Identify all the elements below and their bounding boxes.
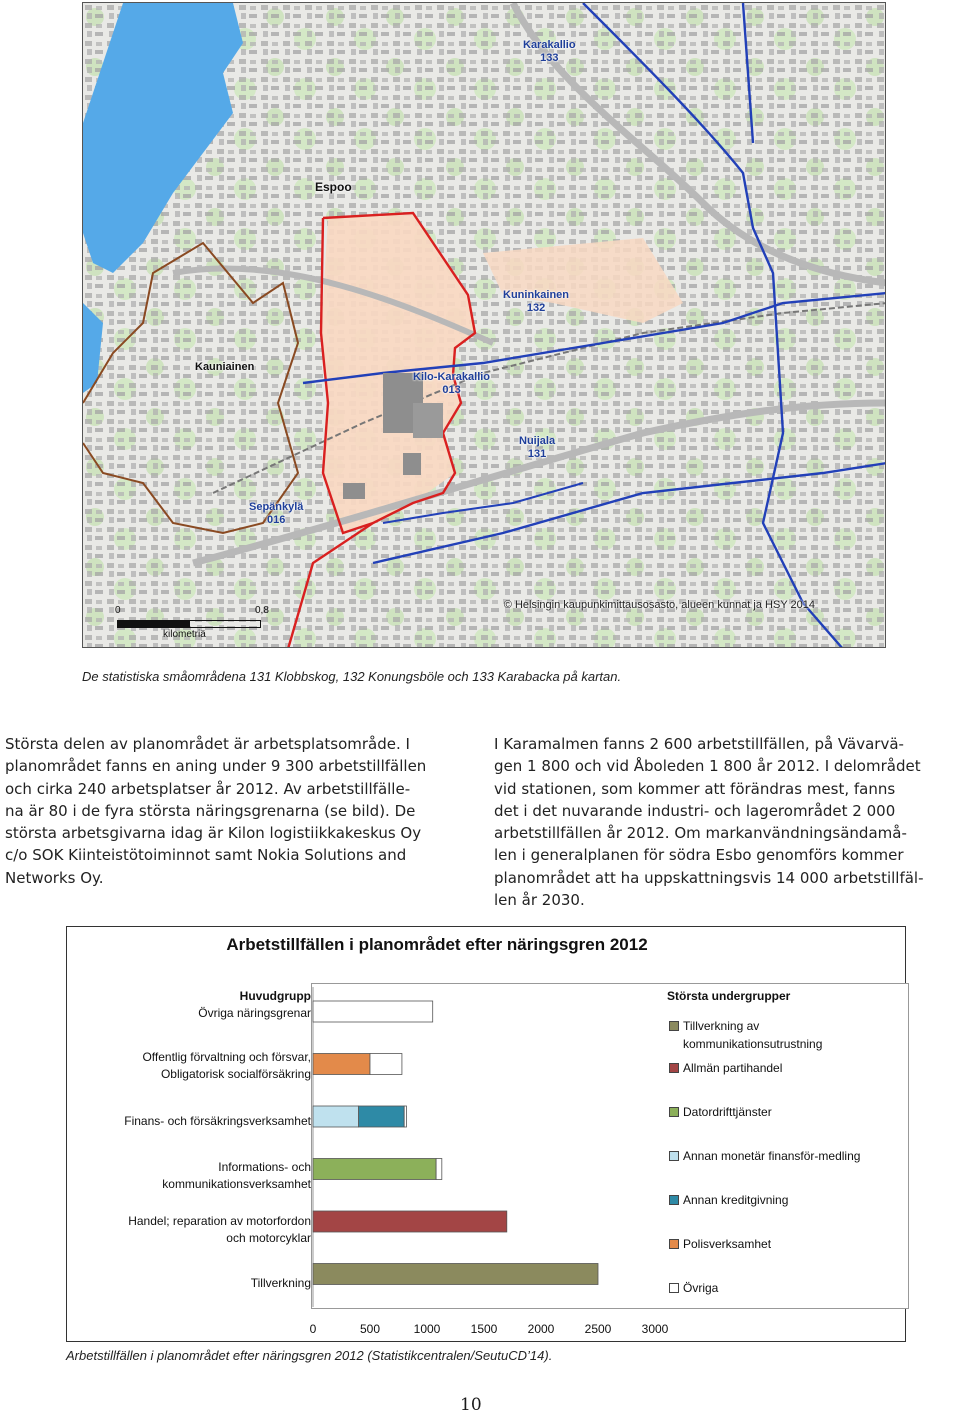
legend-label: Tillverkning av kommunikationsutrustning (683, 1019, 823, 1051)
legend-label: Annan monetär finansför-medling (683, 1149, 861, 1163)
category-label: Informations- och kommunikationsverksamhet (162, 1160, 311, 1191)
map-label-sepankyla: Sepänkylä 016 (249, 501, 304, 526)
x-tick-label: 3000 (641, 1322, 669, 1336)
x-tick-label: 500 (359, 1322, 381, 1336)
bar-segment (359, 1106, 405, 1127)
legend-swatch (669, 1195, 679, 1205)
legend-label: Övriga (683, 1281, 719, 1295)
legend-title: Största undergrupper (667, 989, 791, 1003)
scale-end: 0,8 (255, 605, 269, 616)
bar-segment (313, 1106, 359, 1127)
map-label-nuijala: Nuijala 131 (519, 435, 556, 460)
x-tick-label: 0 (309, 1322, 317, 1336)
legend-swatch (669, 1021, 679, 1031)
category-label: Tillverkning (250, 1276, 311, 1290)
bar-segment (313, 1211, 507, 1232)
scale-bar-graphic (117, 620, 261, 628)
bar-segment (436, 1159, 442, 1180)
legend-swatch (669, 1063, 679, 1073)
x-tick-label: 1500 (470, 1322, 498, 1336)
page-number: 10 (460, 1395, 482, 1415)
map-label-kuninkainen: Kuninkainen 132 (503, 289, 570, 314)
body-text-left: Största delen av planområdet är arbetsplatsområde. I planområdet fanns en aning under 9 300 arbetstillfällen och cirka 240 arbetsplatser år 2012. Av arbetstillfälle- na är 80 i de fyra största näringsgrenarna (se bild). De största arbetsgivarna idag är Kilon logistiikkakeskus Oy c/o SOK Kiinteistötoiminnot samt Nokia Solutions and Networks Oy. (5, 735, 427, 887)
building (343, 483, 365, 499)
bar-segment (370, 1054, 402, 1075)
body-text-right: I Karamalmen fanns 2 600 arbetstillfällen, på Vävarvä- gen 1 800 och vid Åboleden 1 800 år 2012. I delområdet vid stationen, som kommer att förändras mest, fanns det i det nuvarande industri- och lagerområdet 2 000 arbetstillfällen år 2012. Om markanvändningsändamå- len i generalplanen för södra Esbo genomförs kommer planområdet att ha uppskattningsvis 14 000 arbetstillfäl- len år 2030. (494, 735, 924, 910)
map-figure (82, 2, 886, 648)
category-header: Huvudgrupp (239, 989, 311, 1003)
map-label-karakallio: Karakallio 133 (523, 39, 576, 64)
scale-unit: kilometriä (163, 629, 206, 640)
x-tick-label: 2500 (584, 1322, 612, 1336)
bar-segment (313, 1001, 433, 1022)
map-copyright: © Helsingin kaupunkimittausosasto, alueen kunnat ja HSY 2014 (503, 599, 815, 611)
map-label-kilo-karakallio: Kilo-Karakallio 013 (413, 371, 491, 396)
map-label-kauniainen: Kauniainen (195, 361, 255, 373)
category-label: Finans- och försäkringsverksamhet (124, 1114, 311, 1128)
legend-label: Datordrifttjänster (683, 1105, 772, 1119)
bar-segment (404, 1106, 406, 1127)
x-tick-label: 1000 (413, 1322, 441, 1336)
category-label: Offentlig förvaltning och försvar, Obligatorisk socialförsäkring (142, 1050, 311, 1081)
legend-label: Polisverksamhet (683, 1237, 772, 1251)
map-caption: De statistiska småområdena 131 Klobbskog, 132 Konungsböle och 133 Karabacka på kartan. (82, 669, 622, 684)
chart-container (66, 926, 906, 1342)
chart-title: Arbetstillfällen i planområdet efter näringsgren 2012 (226, 935, 648, 954)
category-label: Övriga näringsgrenar (198, 1006, 311, 1020)
legend-swatch (669, 1151, 679, 1161)
legend-swatch (669, 1283, 679, 1293)
bar-segment (313, 1159, 436, 1180)
map-label-espoo: Espoo (315, 180, 352, 194)
map-graphic (83, 3, 886, 648)
legend-label: Annan kreditgivning (683, 1193, 789, 1207)
legend-swatch (669, 1239, 679, 1249)
category-label: Handel; reparation av motorfordon och motorcyklar (128, 1214, 311, 1245)
chart-caption: Arbetstillfällen i planområdet efter näringsgren 2012 (Statistikcentralen/SeutuCD’14). (66, 1348, 553, 1363)
x-tick-label: 2000 (527, 1322, 555, 1336)
scale-start: 0 (115, 605, 121, 616)
scale-bar (109, 605, 299, 641)
legend-swatch (669, 1107, 679, 1117)
bar-segment (313, 1054, 370, 1075)
building (403, 453, 421, 475)
legend-label: Allmän partihandel (683, 1061, 783, 1075)
building (413, 403, 443, 438)
bar-segment (313, 1264, 598, 1285)
